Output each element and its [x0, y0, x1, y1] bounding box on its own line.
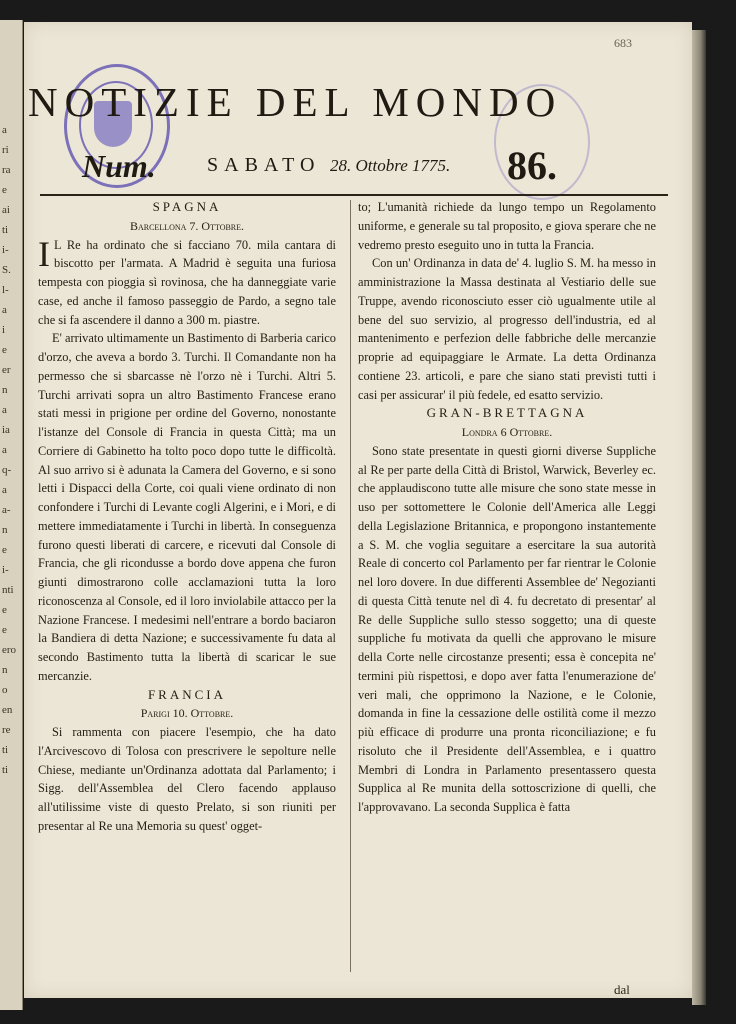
dateline-barcellona: Barcellona 7. Ottobre.	[129, 218, 245, 233]
previous-page-fragment: ti	[2, 744, 9, 756]
previous-page-fragment: e	[2, 344, 7, 356]
previous-page-fragment: en	[2, 704, 13, 716]
previous-page-fragment: a-	[2, 504, 11, 516]
dateline-londra: Londra 6 Ottobre.	[461, 425, 553, 439]
previous-page-fragment: ra	[2, 164, 11, 176]
previous-page-fragment: a	[2, 484, 7, 496]
previous-page-fragment: ero	[2, 644, 17, 656]
article-paragraph: to; L'umanità richiede da lungo tempo un Regolamento uniforme, e generale su tal proposito, e giova sperare che ne vedremo presto eseguito uno in tutta la Francia.	[358, 200, 656, 252]
section-heading-francia: FRANCIA	[147, 686, 227, 702]
previous-page-fragment: re	[2, 724, 11, 736]
previous-page-fragment: a	[2, 124, 7, 136]
previous-page-fragment: ti	[2, 224, 9, 236]
previous-page-fragment: a	[2, 304, 7, 316]
previous-page-fragment: nti	[2, 584, 14, 596]
article-paragraph: Si rammenta con piacere l'esempio, che ha dato l'Arcivescovo di Tolosa con prescrivere le sepolture nelle Chiese, mediante un'Ordinanza adottata dal Parlamento; i Sigg. dell'Assemblea del Clero facendo applauso all'utilissime viste di questo Prelato, si son riuniti per presentar al Re una Memoria su quest' ogget-	[38, 725, 336, 833]
previous-page-text-fragments	[2, 120, 20, 780]
article-paragraph: Con un' Ordinanza in data de' 4. luglio S. M. ha messo in amministrazione la Massa destinata al Vestiario delle sue Truppe, avendo riconosciuto esser ciò ugualmente utile al bene del suo servizio, al progresso dell'industria, ed al mantenimento e perfezion delle fabbriche delle mercanzie proprie ad equipaggiare le Armate. La detta Ordinanza contiene 23. articoli, e pare che siano stati previsti tutti i casi per assicurar' il più fedele, ed esatto servizio.	[358, 256, 656, 402]
newspaper-page	[24, 22, 692, 998]
previous-page-fragment: ti	[2, 764, 9, 776]
previous-page-fragment: n	[2, 664, 8, 676]
previous-page-fragment: ai	[2, 204, 10, 216]
page-stack-edge	[692, 30, 706, 1005]
folio-number: 683	[614, 36, 632, 50]
previous-page-fragment: o	[2, 684, 8, 696]
issue-num-label: Num.	[82, 148, 156, 184]
left-column	[38, 198, 336, 836]
masthead-title: NOTIZIE DEL MONDO	[28, 79, 563, 125]
dateline-parigi: Parigi 10. Ottobre.	[140, 706, 234, 721]
article-paragraph: Sono state presentate in questi giorni diverse Suppliche al Re per parte della Città di Bristol, Warwick, Beverley ec. che applaudiscono tutte alle misure che sono state messe in uso per sottomettere le Colonie dell'America alle Leggi della Legislazione Britannica, e propongono instantemente a S. M. che voglia seguitare a esercitare la sua autorità Reale di concerto col Parlamento per far rientrar le Colonie nel loro dovere. In due differenti Assemblee de' Negozianti di questa Città tenute nel dì 4. fu decretato di presentar' al Re delle Suppliche sullo stesso soggetto; una di queste suppliche fu motivata da quelli che approvano le misure della Corte nelle circostanze presenti; essa è concepita ne' termini più rispettosi, e dopo aver fatta l'enumerazione de' veri mali, che opprimono la Nazione, e le Colonie, domanda in fine la cessazione delle ostilità come il mezzo più efficace di produrre una pronta riconciliazione; e fu risoluto che il Presidente dell'Assemblea, e i quattro Membri di Londra in Parlamento presentassero questa Supplica al Re munita della sottoscrizione di quelli, che l'approvavano. La seconda Supplica è fatta	[358, 443, 656, 814]
previous-page-fragment: n	[2, 524, 8, 536]
issue-day: SABATO	[207, 154, 321, 176]
previous-page-fragment: i-	[2, 564, 9, 576]
header-rule	[40, 194, 668, 196]
previous-page-fragment: q-	[2, 464, 12, 476]
right-column	[358, 198, 656, 817]
column-divider	[350, 200, 351, 972]
section-heading-gran-brettagna: GRAN-BRETTAGNA	[426, 405, 588, 421]
previous-page-fragment: e	[2, 544, 7, 556]
previous-page-fragment: S.	[2, 264, 11, 276]
previous-page-fragment: e	[2, 624, 7, 636]
article-paragraph: I L Re ha ordinato che si facciano 70. mila cantara di biscotto per l'armata. A Madrid è seguita una furiosa tempesta con pioggia sì rovinosa, che ha danneggiate varie case, ed anche il famoso passeggio de Pardo, a segno tale che si fa ascendere il danno a 300 m. piastre.	[38, 233, 336, 327]
previous-page-fragment: er	[2, 364, 11, 376]
issue-date: 28. Ottobre 1775.	[330, 156, 451, 175]
previous-page-fragment: i	[2, 324, 6, 336]
article-paragraph: E' arrivato ultimamente un Bastimento di Barberia carico d'orzo, che aveva a bordo 3. Turchi. Il Comandante non ha permesso che si sbarcasse nè l'orzo nè i Turchi. Altri 5. Turchi arrivati sopra un altro Bastimento Francese erano stati messi in prigione per ordine del Governo, nonostante l'istanze del Console di Francia in questa Città; ma un Corriere di Gabinetto ha tolto poco dopo tutte le difficoltà. Al suo arrivo si è adunata la Camera del Governo, e si sono letti i Dispacci della Corte, coi quali viene ordinato di non confondere i Turchi di Levante cogli Algerini, e i Mori, e di mettere immediatamente i Turchi in libertà. In conseguenza furono questi liberati di carcere, e ricevuti dal Console di Francia, che gli ricondusse a bordo dove appena che furon giunti dimostrarono colle acclamazioni tutta la loro riconoscenza al Console, ed il loro inviolabile attacco per la Nazione Francese. I medesimi nell'entrare a bordo baciaron la Bandiera di detta Nazione; e successivamente fu data al secondo Bastimento tutta la libertà di scaricar le sue mercanzie.	[38, 331, 336, 683]
catchword: dal	[614, 982, 630, 997]
section-heading-spagna: SPAGNA	[152, 199, 222, 214]
previous-page-fragment: n	[2, 384, 8, 396]
issue-line	[82, 142, 642, 190]
previous-page-fragment: a	[2, 404, 7, 416]
previous-page-fragment: e	[2, 604, 7, 616]
previous-page-fragment: e	[2, 184, 7, 196]
issue-number: 86.	[507, 143, 557, 188]
previous-page-fragment: ri	[2, 144, 9, 156]
previous-page-fragment: ia	[2, 424, 10, 436]
drop-cap: I	[38, 233, 50, 274]
previous-page-fragment: l-	[2, 284, 9, 296]
previous-page-edge	[0, 20, 23, 1010]
previous-page-fragment: i-	[2, 244, 9, 256]
previous-page-fragment: a	[2, 444, 7, 456]
